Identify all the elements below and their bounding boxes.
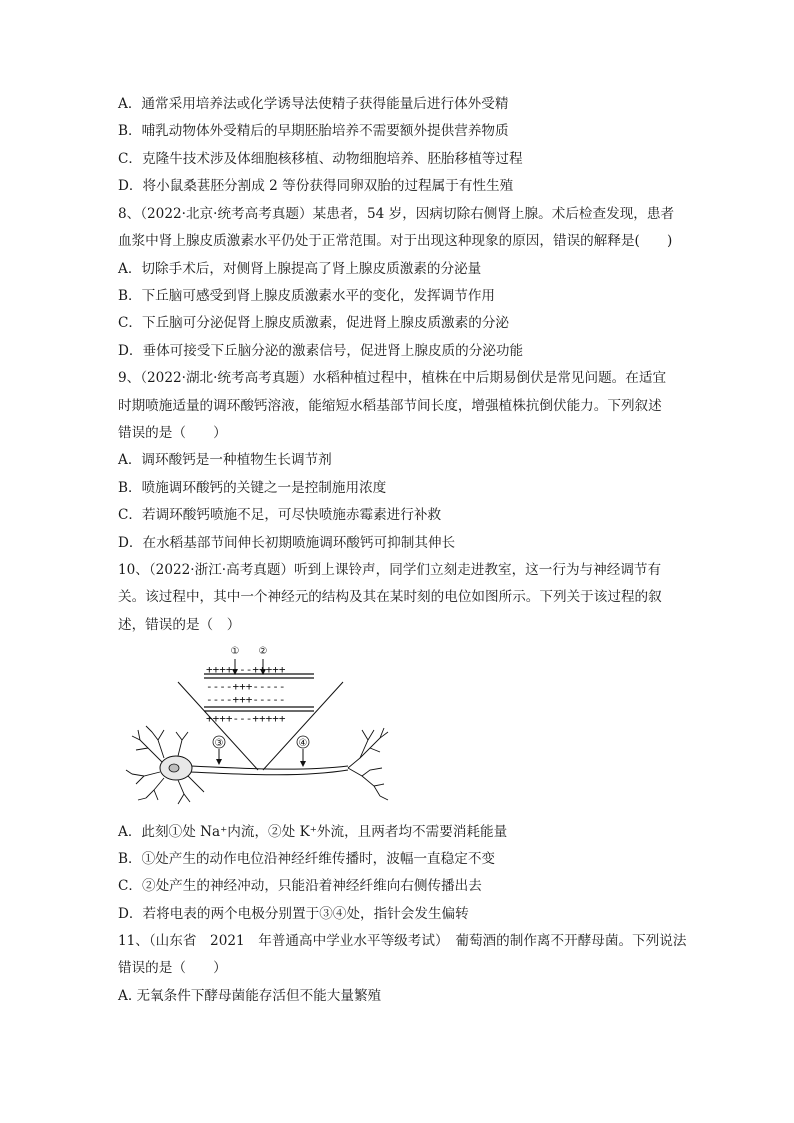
question-9-stem: 9、（2022·湖北·统考高考真题）水稻种植过程中，植株在中后期易倒伏是常见问题。在适宜	[118, 370, 667, 386]
axon-bottom	[190, 770, 348, 775]
axon-terminal	[348, 728, 388, 800]
text-line: A．切除手术后，对侧肾上腺提高了肾上腺皮质激素的分泌量	[118, 261, 482, 277]
neuron-diagram	[118, 640, 418, 820]
text-line: C．若调环酸钙喷施不足，可尽快喷施赤霉素进行补救	[118, 507, 442, 523]
potential-row: ++++---+++++	[206, 712, 286, 725]
question-9-stem: 时期喷施适量的调环酸钙溶液，能缩短水稻基部节间长度，增强植株抗倒伏能力。下列叙述	[118, 398, 662, 414]
potential-row: ----+++-----	[206, 693, 286, 706]
potential-row: ++++---+++++	[206, 663, 286, 676]
text-line: A. 无氧条件下酵母菌能存活但不能大量繁殖	[118, 988, 382, 1004]
text-line: B．下丘脑可感受到肾上腺皮质激素水平的变化，发挥调节作用	[118, 288, 496, 304]
label-2: ②	[258, 646, 268, 657]
text-line: D．垂体可接受下丘脑分泌的激素信号，促进肾上腺皮质的分泌功能	[118, 343, 524, 359]
text-line: C．克隆牛技术涉及体细胞核移植、动物细胞培养、胚胎移植等过程	[118, 151, 523, 167]
text-line: D．在水稻基部节间伸长初期喷施调环酸钙可抑制其伸长	[118, 535, 456, 551]
question-9-stem: 错误的是（ ）	[118, 425, 227, 441]
question-8-stem: 8、（2022·北京·统考高考真题）某患者，54 岁，因病切除右侧肾上腺。术后检查发现，患者	[118, 206, 675, 222]
nucleus	[169, 764, 179, 772]
text-line: C．②处产生的神经冲动，只能沿着神经纤维向右侧传播出去	[118, 878, 482, 894]
question-10-stem: 述，错误的是（ ）	[118, 617, 241, 633]
label-3: ③	[214, 738, 224, 749]
label-4: ④	[298, 738, 308, 749]
neuron-figure	[118, 640, 418, 820]
text-line: A．通常采用培养法或化学诱导法使精子获得能量后进行体外受精	[118, 96, 509, 112]
question-8-stem: 血浆中肾上腺皮质激素水平仍处于正常范围。对于出现这种现象的原因，错误的解释是( )	[118, 233, 673, 249]
potential-row: ----+++-----	[206, 680, 286, 693]
question-10-stem: 关。该过程中，其中一个神经元的结构及其在某时刻的电位如图所示。下列关于该过程的叙	[118, 589, 662, 605]
arrow-3-head	[216, 759, 222, 765]
text-line: A．此刻①处 Na⁺内流，②处 K⁺外流，且两者均不需要消耗能量	[118, 824, 508, 840]
text-line: A．调环酸钙是一种植物生长调节剂	[118, 452, 332, 468]
question-11-stem: 11、（山东省 2021 年普通高中学业水平等级考试） 葡萄酒的制作离不开酵母菌。下列说法	[118, 933, 687, 949]
text-line: D．若将电表的两个电极分别置于③④处，指针会发生偏转	[118, 906, 469, 922]
label-1: ①	[230, 646, 240, 657]
question-11-stem: 错误的是（ ）	[118, 960, 227, 976]
axon-top	[190, 766, 348, 769]
text-line: C．下丘脑可分泌促肾上腺皮质激素，促进肾上腺皮质激素的分泌	[118, 315, 510, 331]
question-10-stem: 10、（2022·浙江·高考真题）听到上课铃声，同学们立刻走进教室，这一行为与神经调节有	[118, 562, 662, 578]
text-line: B．哺乳动物体外受精后的早期胚胎培养不需要额外提供营养物质	[118, 123, 509, 139]
text-line: B．喷施调环酸钙的关键之一是控制施用浓度	[118, 480, 387, 496]
arrow-4-head	[300, 761, 306, 767]
text-line: B．①处产生的动作电位沿神经纤维传播时，波幅一直稳定不变	[118, 851, 496, 867]
text-line: D．将小鼠桑葚胚分割成 2 等份获得同卵双胎的过程属于有性生殖	[118, 178, 514, 194]
